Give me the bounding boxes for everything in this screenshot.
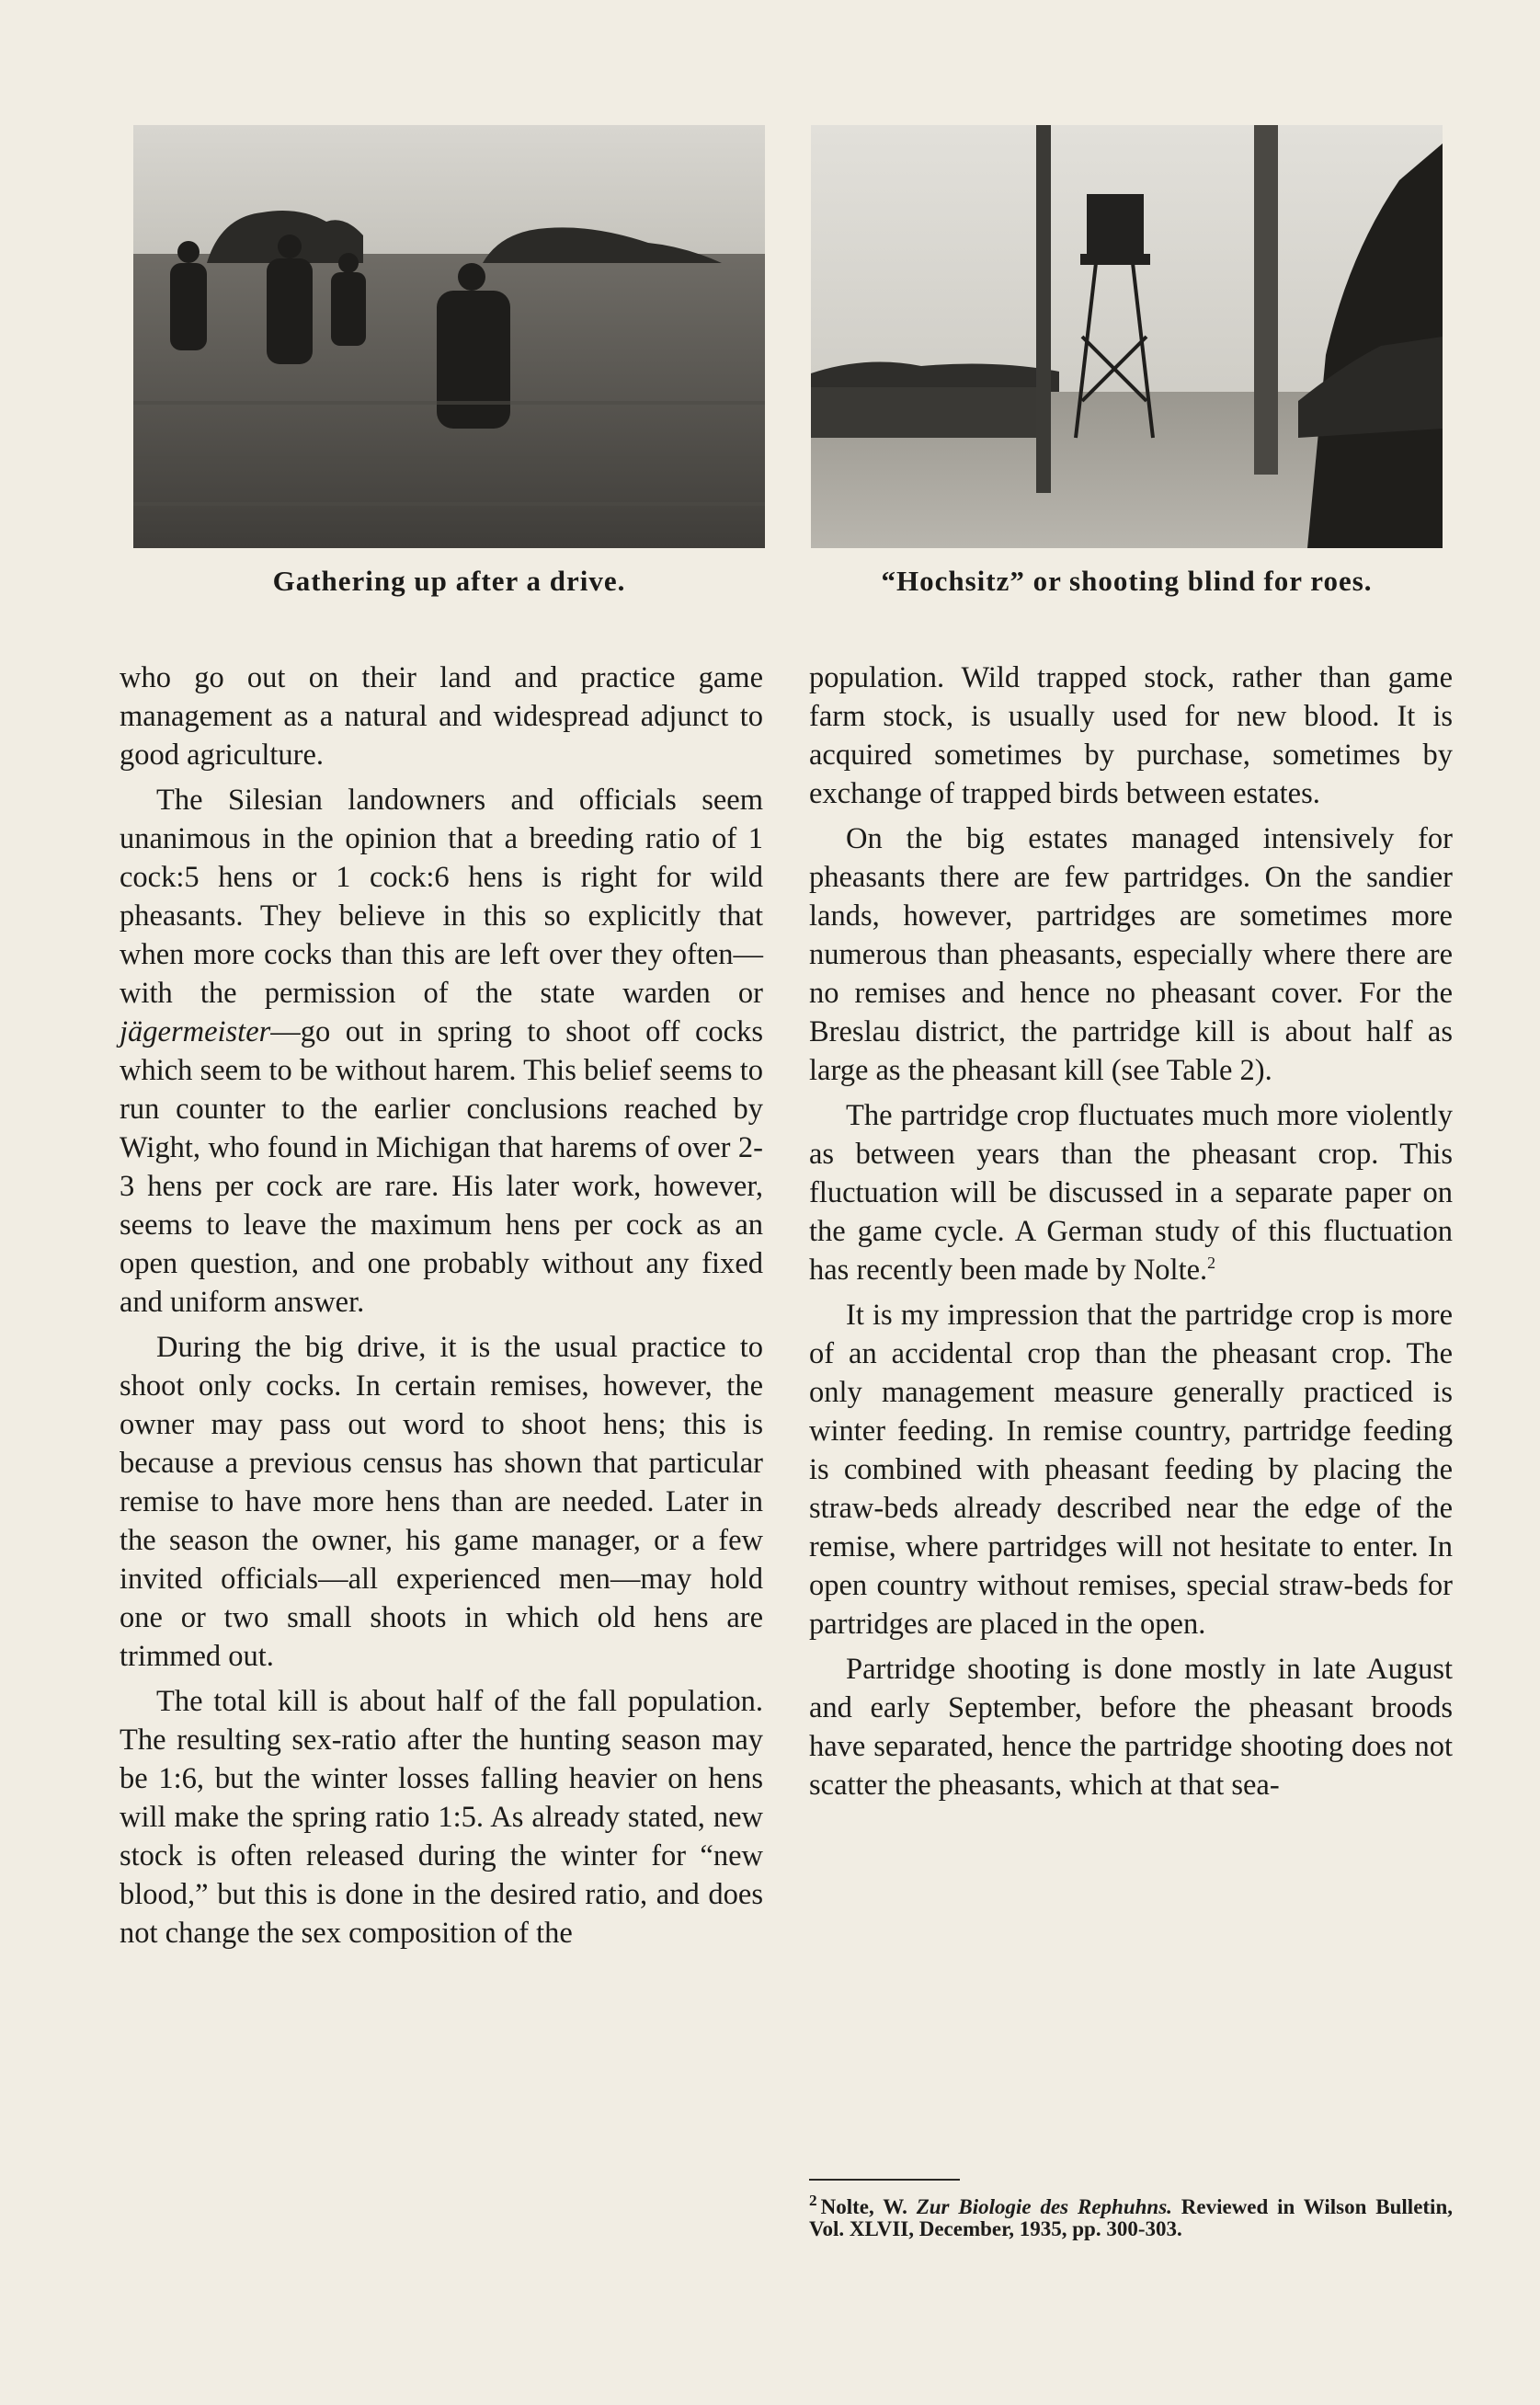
italic-term: jägermeister (120, 1015, 271, 1048)
footnote (809, 2192, 1453, 2240)
footnote-title: Zur Biologie des Rephuhns. (916, 2195, 1172, 2218)
right-text-column (809, 659, 1453, 1811)
paragraph: It is my impression that the partridge crop is more of an accidental crop than the pheasant crop. The only management measure generally practiced is winter feeding. In remise country, partridge feeding is combined with pheasant feeding by placing the straw-beds already described near the edge of the remise, where partridges will not hesitate to enter. In open country without remises, special straw-beds for partridges are placed in the open. (809, 1299, 1453, 1641)
photo-gathering-after-drive (133, 125, 765, 548)
paragraph-text: —go out in spring to shoot off cocks which seem to be without harem. This belief seems to run counter to the earlier conclusions reached by Wight, who found in Michigan that harems of over 2-3 hens per cock are rare. His later work, however, seems to leave the maximum hens per cock as an open question, and one probably without any fixed and uniform answer. (120, 1015, 763, 1319)
photo-gathering-image (133, 125, 765, 548)
footnote-number: 2 (809, 2192, 817, 2210)
paragraph: During the big drive, it is the usual practice to shoot only cocks. In certain remises, however, the owner may pass out word to shoot hens; this is because a previous census has shown that particular remise to have more hens than are needed. Later in the season the owner, his game manager, or a few invited officials—all experienced men—may hold one or two small shoots in which old hens are trimmed out. (120, 1331, 763, 1673)
paragraph-nolte (809, 1096, 1453, 1289)
photo-hochsitz-shooting-blind (811, 125, 1443, 548)
paragraph-text: The partridge crop fluctuates much more violently as between years than the pheasant crop. This fluctuation will be discussed in a separate paper on the game cycle. A German study of this fluctuation has recently been made by Nolte. (809, 1099, 1453, 1287)
footnote-citation: Reviewed in Wilson Bulletin, Vol. XLVII, December, 1935, pp. 300-303. (809, 2195, 1453, 2240)
footnote-divider (809, 2179, 960, 2181)
paragraph: The total kill is about half of the fall population. The resulting sex-ratio after the hunting season may be 1:6, but the winter losses falling heavier on hens will make the spring ratio 1:5. As already stated, new stock is often released during the winter for “new blood,” but this is done in the desired ratio, and does not change the sex composition of the (120, 1685, 763, 1950)
figure-caption-right: “Hochsitz” or shooting blind for roes. (881, 565, 1373, 597)
left-text-column (120, 659, 763, 1959)
footnote-author: Nolte, W. (820, 2195, 917, 2218)
paragraph-text: The Silesian landowners and officials seem unanimous in the opinion that a breeding ratio of 1 cock:5 hens or 1 cock:6 hens is right for wild pheasants. They believe in this so explicitly that when more cocks than this are left over they often—with the permission of the state warden or (120, 784, 763, 1010)
paragraph: Partridge shooting is done mostly in late August and early September, before the pheasant broods have separated, hence the partridge shooting does not scatter the pheasants, which at that sea- (809, 1653, 1453, 1802)
paragraph: who go out on their land and practice game management as a natural and widespread adjunct to good agriculture. (120, 661, 763, 772)
footnote-reference[interactable]: 2 (1207, 1254, 1216, 1273)
photo-hochsitz-image (811, 125, 1443, 548)
figure-caption-left: Gathering up after a drive. (272, 565, 626, 597)
paragraph-breeding-ratio (120, 781, 763, 1322)
paragraph: population. Wild trapped stock, rather than game farm stock, is usually used for new blood. It is acquired sometimes by purchase, sometimes by exchange of trapped birds between estates. (809, 661, 1453, 810)
paragraph: On the big estates managed intensively for pheasants there are few partridges. On the sandier lands, however, partridges are sometimes more numerous than pheasants, especially where there are no remises and hence no pheasant cover. For the Breslau district, the partridge kill is about half as large as the pheasant kill (see Table 2). (809, 822, 1453, 1087)
